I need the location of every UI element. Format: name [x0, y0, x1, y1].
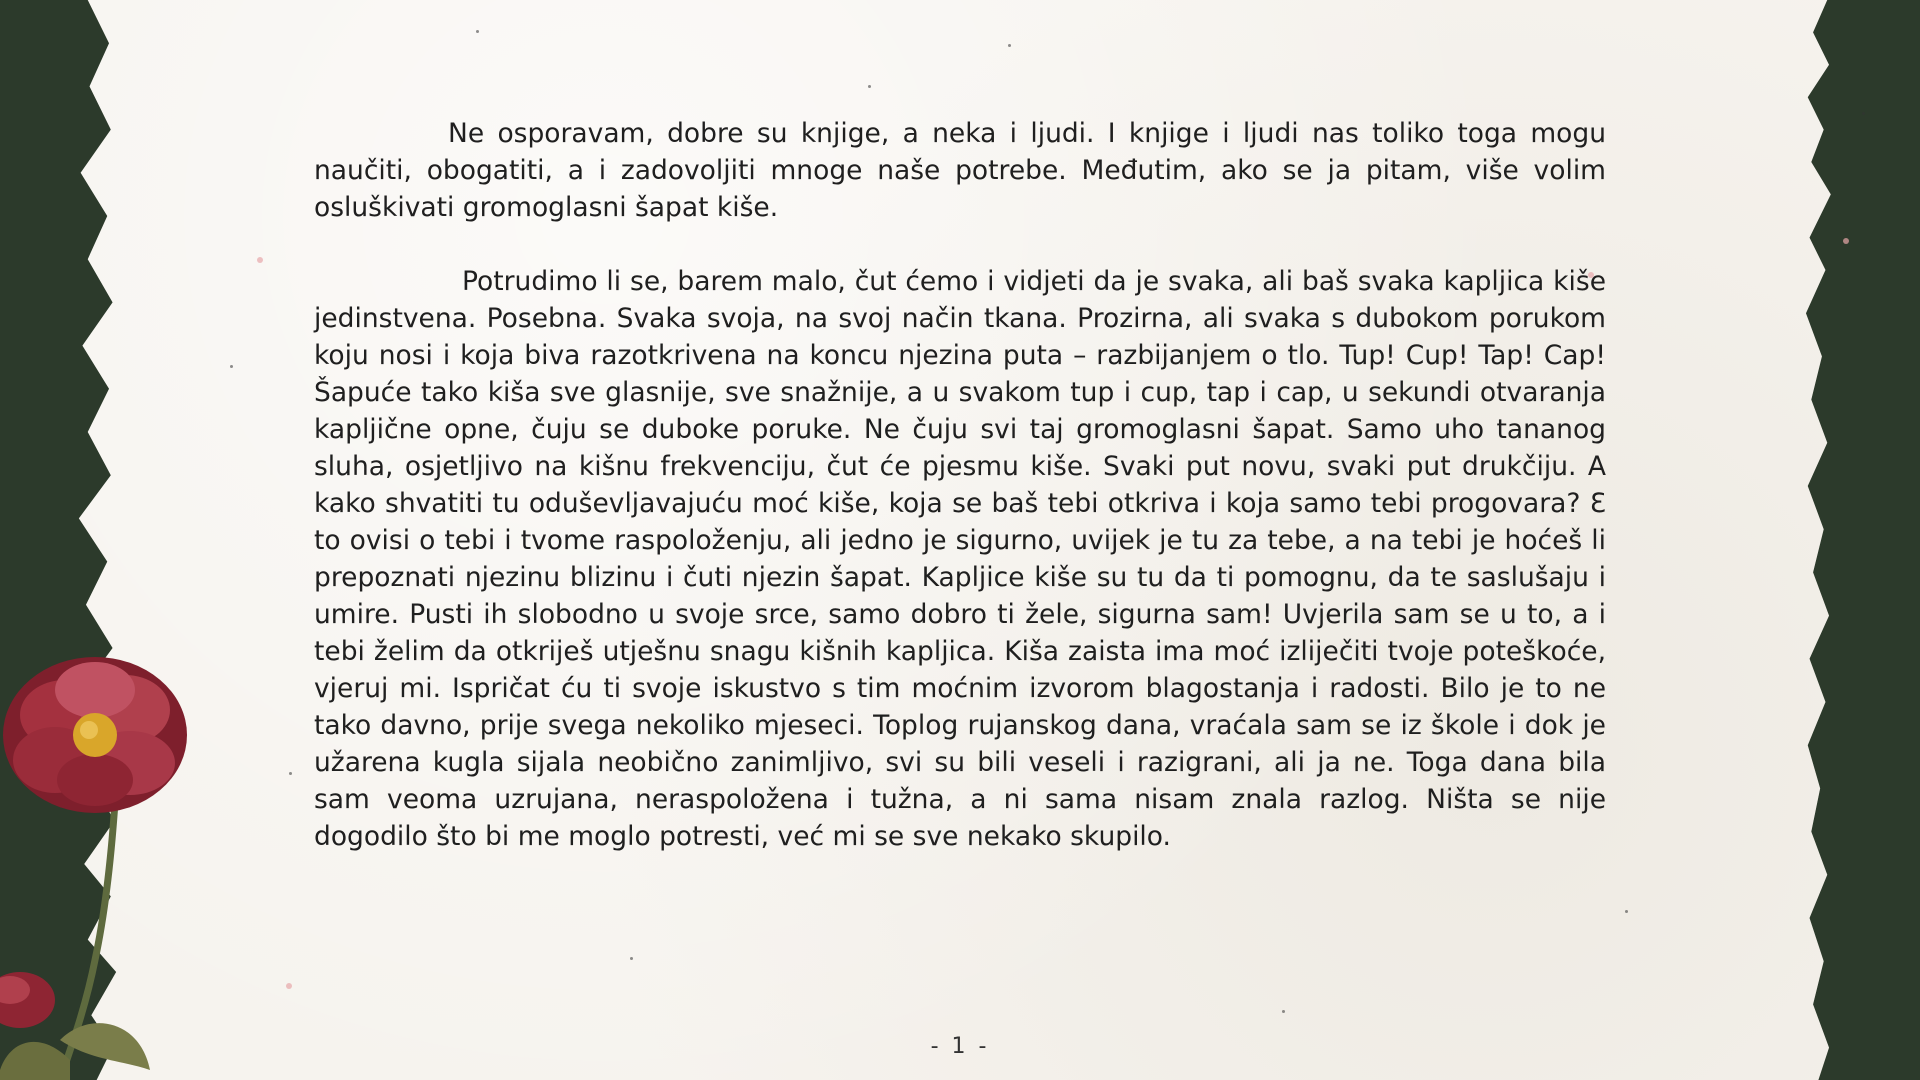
paper-speck: [257, 257, 263, 263]
paper-speck: [1282, 1010, 1285, 1013]
paper-speck: [1008, 44, 1011, 47]
paper-speck: [230, 365, 233, 368]
paper-speck: [868, 85, 871, 88]
paper-speck: [630, 957, 633, 960]
flower-illustration: [0, 630, 210, 1080]
page-number: - 1 -: [930, 1034, 990, 1059]
paper-speck: [1843, 238, 1849, 244]
paper-speck: [286, 983, 292, 989]
paper-speck: [476, 30, 479, 33]
paper-speck: [1862, 112, 1865, 115]
body-text: [314, 115, 1606, 855]
paper-speck: [1625, 910, 1628, 913]
paragraph: Ne osporavam, dobre su knjige, a neka i ljudi. I knjige i ljudi nas toliko toga mogu naučiti, obogatiti, a i zadovoljiti mnoge naše potrebe. Međutim, ako se ja pitam, više volim osluškivati gromoglasni šapat kiše.: [314, 118, 1606, 223]
paragraph: Potrudimo li se, barem malo, čut ćemo i vidjeti da je svaka, ali baš svaka kapljica kiše jedinstvena. Posebna. Svaka svoja, na svoj način tkana. Prozirna, ali svaka s dubokom porukom koju nosi i koja biva razotkrivena na koncu njezina puta – razbijanjem o tlo. Tup! Cup! Tap! Cap! Šapuće tako kiša sve glasnije, sve snažnije, a u svakom tup i cup, tap i cap, u sekundi otvaranja kapljične opne, čuju se duboke poruke. Ne čuju svi taj gromoglasni šapat. Samo uho tananog sluha, osjetljivo na kišnu frekvenciju, čut će pjesmu kiše. Svaki put novu, svaki put drukčiju. A kako shvatiti tu oduševljavajuću moć kiše, koja se baš tebi otkriva i koja samo tebi progovara? Ɛ to ovisi o tebi i tvome raspoloženju, ali jedno je sigurno, uvijek je tu za tebe, a na tebi je hoćeš li prepoznati njezinu blizinu i čuti njezin šapat. Kapljice kiše su tu da ti pomognu, da te saslušaju i umire. Pusti ih slobodno u svoje srce, samo dobro ti žele, sigurna sam! Uvjerila sam se u to, a i tebi želim da otkriješ utješnu snagu kišnih kapljica. Kiša zaista ima moć izliječiti tvoje poteškoće, vjeruj mi. Ispričat ću ti svoje iskustvo s tim moćnim izvorom blagostanja i radosti. Bilo je to ne tako davno, prije svega nekoliko mjeseci. Toplog rujanskog dana, vraćala sam se iz škole i dok je užarena kugla sijala neobično zanimljivo, svi su bili veseli i razigrani, ali ja ne. Toga dana bila sam veoma uzrujana, neraspoložena i tužna, a ni sama nisam znala razlog. Ništa se nije dogodilo što bi me moglo potresti, već mi se sve nekako skupilo.: [314, 266, 1606, 852]
paper-speck: [289, 772, 292, 775]
